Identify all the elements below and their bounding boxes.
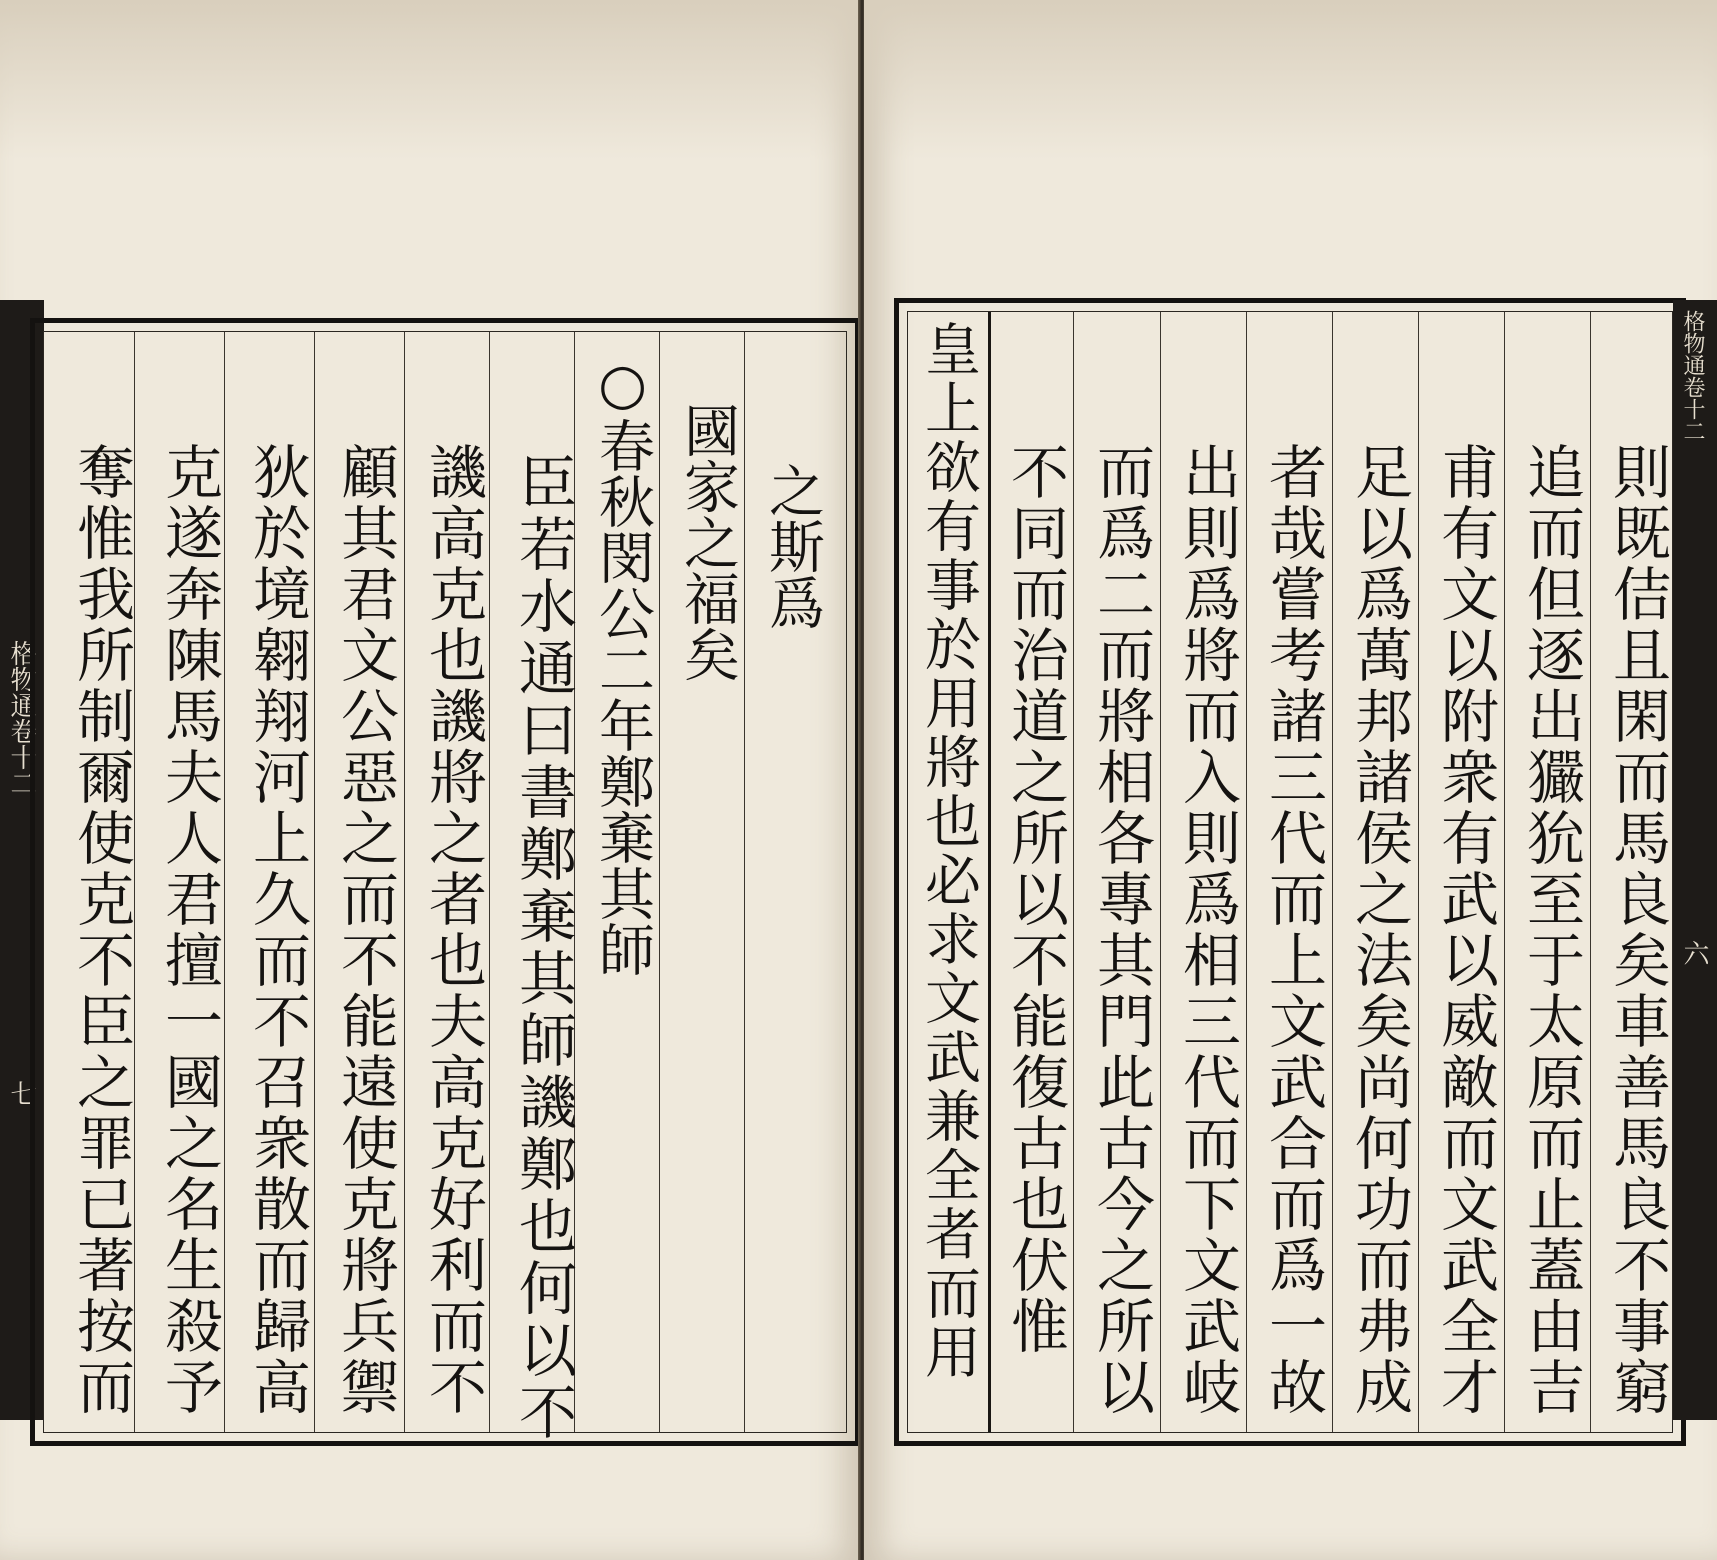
text-column: 國家之福矣 bbox=[675, 402, 740, 682]
text-column: 臣若水通曰書鄭棄其師譏鄭也何以不 bbox=[509, 452, 577, 1444]
text-column: 甫有文以附衆有武以威敵而文武全才 bbox=[1431, 442, 1499, 1418]
column-rule bbox=[1590, 312, 1591, 1432]
left-frame bbox=[30, 318, 860, 1446]
right-frame bbox=[894, 298, 1686, 1446]
column-rule bbox=[744, 332, 745, 1432]
column-rule bbox=[1418, 312, 1419, 1432]
column-rule bbox=[1504, 312, 1505, 1432]
column-rule bbox=[489, 332, 490, 1432]
text-column: 追而但逐出玁狁至于太原而止蓋由吉 bbox=[1517, 442, 1585, 1418]
column-rule bbox=[659, 332, 660, 1432]
text-column: 奪惟我所制爾使克不臣之罪已著按而 bbox=[67, 442, 135, 1418]
column-rule bbox=[1246, 312, 1247, 1432]
text-column: 出則爲將而入則爲相三代而下文武岐 bbox=[1173, 442, 1241, 1418]
column-rule bbox=[988, 312, 991, 1432]
text-column: 之斯爲 bbox=[760, 462, 825, 630]
column-rule bbox=[1332, 312, 1333, 1432]
text-column: 譏高克也譏將之者也夫高克好利而不 bbox=[419, 442, 487, 1418]
page-stain bbox=[864, 0, 1717, 160]
text-column: 足以爲萬邦諸侯之法矣尚何功而弗成 bbox=[1345, 442, 1413, 1418]
text-column: 而爲二而將相各專其門此古今之所以 bbox=[1087, 442, 1155, 1418]
right-edge-folio: 六 bbox=[1679, 940, 1709, 966]
right-frame-inner bbox=[907, 311, 1673, 1433]
column-rule bbox=[314, 332, 315, 1432]
text-column: 者哉嘗考諸三代而上文武合而爲一故 bbox=[1259, 442, 1327, 1418]
left-edge-label: 格物通卷十二 bbox=[6, 640, 36, 796]
text-column: 則既佶且閑而馬良矣車善馬良不事窮 bbox=[1603, 442, 1671, 1418]
text-column: 狄於境翱翔河上久而不召衆散而歸高 bbox=[243, 442, 311, 1418]
column-rule bbox=[1073, 312, 1074, 1432]
text-column: ○春秋閔公二年鄭棄其師 bbox=[590, 352, 655, 977]
right-edge-label: 格物通卷十二 bbox=[1680, 310, 1705, 442]
column-rule bbox=[404, 332, 405, 1432]
left-edge-folio: 七 bbox=[6, 1080, 36, 1106]
column-rule bbox=[224, 332, 225, 1432]
right-page bbox=[864, 0, 1717, 1560]
left-frame-inner bbox=[43, 331, 847, 1444]
page-stain bbox=[0, 0, 860, 160]
text-column: 顧其君文公惡之而不能遠使克將兵禦 bbox=[331, 442, 399, 1418]
text-column: 不同而治道之所以不能復古也伏惟 bbox=[1001, 442, 1069, 1357]
text-column: 皇上欲有事於用將也必求文武兼全者而用 bbox=[916, 320, 981, 1382]
column-rule bbox=[1160, 312, 1161, 1432]
text-column: 克遂奔陳馬夫人君擅一國之名生殺予 bbox=[155, 442, 223, 1418]
right-edge-strip bbox=[1673, 300, 1717, 1420]
